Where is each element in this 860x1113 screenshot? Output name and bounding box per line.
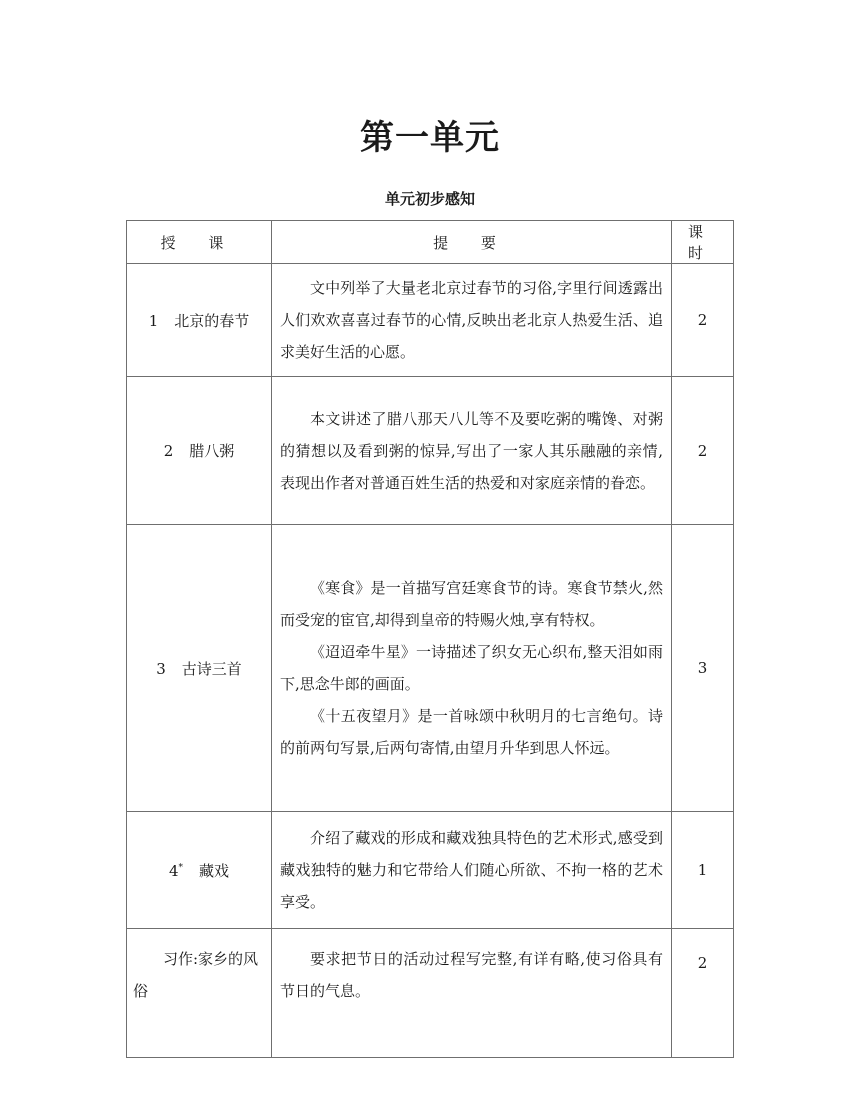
lesson-number: 4* [168, 861, 184, 880]
summary-cell [272, 929, 672, 1058]
table-row [127, 525, 734, 812]
lesson-name: 藏戏 [199, 861, 230, 880]
section-subtitle: 单元初步感知 [384, 190, 475, 208]
hours-cell: 2 [672, 377, 734, 525]
summary-text: 本文讲述了腊八那天八儿等不及要吃粥的嘴馋、对粥的猜想以及看到粥的惊异,写出了一家人其乐融融的亲情,表现出作者对普通百姓生活的热爱和对家庭亲情的眷恋。 [280, 409, 663, 492]
summary-cell [272, 525, 672, 812]
table-header-row [127, 221, 734, 264]
lesson-cell [127, 812, 272, 929]
hours-cell: 1 [672, 812, 734, 929]
lesson-name: 习作:家乡的风俗 [127, 929, 272, 1058]
lesson-name: 腊八粥 [189, 442, 235, 460]
lesson-name: 古诗三首 [181, 659, 242, 678]
optional-mark: * [178, 862, 184, 873]
page-title: 第一单元 [360, 118, 500, 158]
summary-text: 介绍了藏戏的形成和藏戏独具特色的艺术形式,感受到藏戏独特的魅力和它带给人们随心所欲、不拘一格的艺术享受。 [280, 829, 663, 911]
lesson-number: 2 [163, 442, 174, 460]
header-summary: 提 要 [272, 221, 672, 264]
summary-cell [272, 812, 672, 929]
summary-cell [272, 264, 672, 377]
table-row [127, 812, 734, 929]
summary-text: 文中列举了大量老北京过春节的习俗,字里行间透露出人们欢欢喜喜过春节的心情,反映出老北京人热爱生活、追求美好生活的心愿。 [280, 279, 663, 361]
unit-overview-table [126, 220, 734, 1058]
lesson-number: 1 [148, 311, 159, 330]
summary-text: 《迢迢牵牛星》一诗描述了织女无心织布,整天泪如雨下,思念牛郎的画面。 [280, 643, 663, 693]
summary-cell [272, 377, 672, 525]
header-hours: 课 时 [672, 221, 734, 264]
hours-cell: 2 [672, 929, 734, 1058]
header-lesson: 授 课 [127, 221, 272, 264]
lesson-name: 北京的春节 [174, 311, 250, 330]
summary-text: 《十五夜望月》是一首咏颂中秋明月的七言绝句。诗的前两句写景,后两句寄情,由望月升华到思人怀远。 [280, 707, 663, 757]
hours-cell: 2 [672, 264, 734, 377]
lesson-cell [127, 377, 272, 525]
table-row [127, 929, 734, 1058]
lesson-cell [127, 264, 272, 377]
lesson-number: 3 [156, 659, 166, 678]
summary-text: 要求把节日的活动过程写完整,有详有略,使习俗具有节日的气息。 [280, 950, 663, 1000]
summary-text: 《寒食》是一首描写宫廷寒食节的诗。寒食节禁火,然而受宠的宦官,却得到皇帝的特赐火烛,享有特权。 [280, 579, 663, 629]
table-row [127, 377, 734, 525]
table-row [127, 264, 734, 377]
lesson-cell [127, 525, 272, 812]
hours-cell: 3 [672, 525, 734, 812]
